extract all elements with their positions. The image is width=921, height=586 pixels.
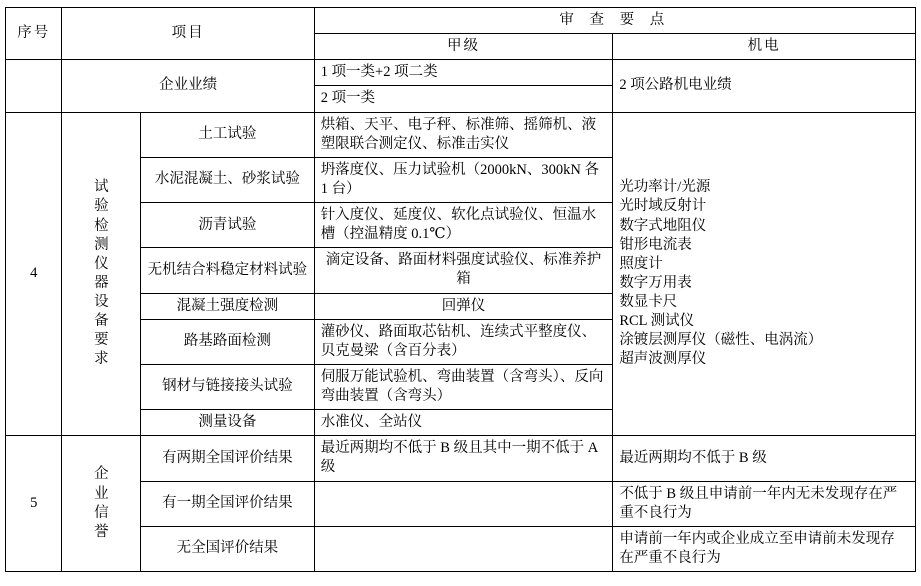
sub-item-name: 钢材与链接接头试验 <box>141 364 315 409</box>
seq-empty-performance <box>6 60 62 112</box>
item-label-char: 试 <box>94 179 109 196</box>
sub-item-name: 无全国评价结果 <box>141 526 315 571</box>
sub-item-name: 无机结合料稳定材料试验 <box>141 248 315 293</box>
mech-list-item: 光功率计/光源 <box>619 179 711 196</box>
mech-content: 申请前一年内或企业成立至申请前未发现存在严重不良行为 <box>613 526 916 571</box>
grade-a-content: 烘箱、天平、电子秤、标准筛、摇筛机、液塑限联合测定仪、标准击实仪 <box>314 112 613 157</box>
review-points-table <box>5 7 916 572</box>
header-item: 项目 <box>62 8 314 60</box>
sub-item-name: 测量设备 <box>141 410 315 436</box>
grade-a-content: 最近两期均不低于 B 级且其中一期不低于 A 级 <box>314 436 613 481</box>
mech-list-item: 数字式地阻仪 <box>619 217 707 234</box>
item-label-enterprise-reputation <box>62 436 141 572</box>
item-label-char: 信 <box>94 504 109 521</box>
sub-item-name: 有一期全国评价结果 <box>141 481 315 526</box>
item-label-char: 要 <box>94 332 109 349</box>
item-label-char: 验 <box>94 198 109 215</box>
item-label-char: 器 <box>94 274 109 291</box>
grade-a-content: 伺服万能试验机、弯曲装置（含弯头）、反向弯曲装置（含弯头） <box>314 364 613 409</box>
sub-item-name: 有两期全国评价结果 <box>141 436 315 481</box>
mech-list-item: 数显卡尺 <box>619 294 678 310</box>
sub-item-enterprise-performance: 企业业绩 <box>62 60 314 112</box>
table-row <box>6 112 916 157</box>
grade-a-content: 针入度仪、延度仪、软化点试验仪、恒温水槽（控温精度 0.1℃） <box>314 203 613 248</box>
grade-a-content: 回弹仪 <box>314 293 613 319</box>
grade-a-content <box>314 481 613 526</box>
performance-grade-a-line1: 1 项一类+2 项二类 <box>314 60 613 86</box>
mech-list-item: 超声波测厚仪 <box>619 351 707 368</box>
sub-item-name: 混凝土强度检测 <box>141 293 315 319</box>
grade-a-content: 水准仪、全站仪 <box>314 410 613 436</box>
mech-list-item: 光时域反射计 <box>619 198 707 215</box>
sub-item-name: 水泥混凝土、砂浆试验 <box>141 157 315 202</box>
review-points-table-container <box>5 7 916 572</box>
header-seq: 序号 <box>6 8 62 60</box>
mech-list-item: RCL 测试仪 <box>619 313 695 330</box>
table-row <box>6 481 916 526</box>
item-label-char: 企 <box>94 466 109 483</box>
item-label-char: 检 <box>94 217 109 234</box>
table-row <box>6 526 916 571</box>
grade-a-content <box>314 526 613 571</box>
seq-number-5: 5 <box>6 436 62 572</box>
item-label-char: 业 <box>94 485 109 502</box>
table-header-row-1 <box>6 8 916 34</box>
grade-a-content: 坍落度仪、压力试验机（2000kN、300kN 各 1 台） <box>314 157 613 202</box>
seq-number-4: 4 <box>6 112 62 436</box>
mech-content: 最近两期均不低于 B 级 <box>613 436 916 481</box>
sub-item-name: 路基路面检测 <box>141 319 315 364</box>
mech-list-item: 数字万用表 <box>619 274 692 291</box>
grade-a-content: 滴定设备、路面材料强度试验仪、标准养护箱 <box>314 248 613 293</box>
performance-grade-a-line2: 2 项一类 <box>314 86 613 112</box>
item-label-char: 誉 <box>94 523 109 540</box>
mech-list-item: 照度计 <box>619 255 663 272</box>
sub-item-name: 土工试验 <box>141 112 315 157</box>
grade-a-content: 灌砂仪、路面取芯钻机、连续式平整度仪、贝克曼梁（含百分表） <box>314 319 613 364</box>
item-label-char: 设 <box>94 294 109 310</box>
mech-list-item: 钳形电流表 <box>619 236 692 253</box>
mech-equipment-list <box>613 112 916 436</box>
performance-mech: 2 项公路机电业绩 <box>613 60 916 112</box>
item-label-char: 测 <box>94 236 109 253</box>
header-review-points: 审 查 要 点 <box>314 8 915 34</box>
header-grade-a: 甲级 <box>314 34 613 60</box>
header-mechanical: 机电 <box>613 34 916 60</box>
item-label-char: 仪 <box>94 255 109 272</box>
item-label-char: 备 <box>94 313 109 330</box>
item-label-test-equipment <box>62 112 141 436</box>
item-label-char: 求 <box>94 351 109 368</box>
mech-content: 不低于 B 级且申请前一年内无未发现存在严重不良行为 <box>613 481 916 526</box>
sub-item-name: 沥青试验 <box>141 203 315 248</box>
table-row <box>6 60 916 86</box>
mech-list-item: 涂镀层测厚仪（磁性、电涡流） <box>619 332 823 349</box>
table-row <box>6 436 916 481</box>
